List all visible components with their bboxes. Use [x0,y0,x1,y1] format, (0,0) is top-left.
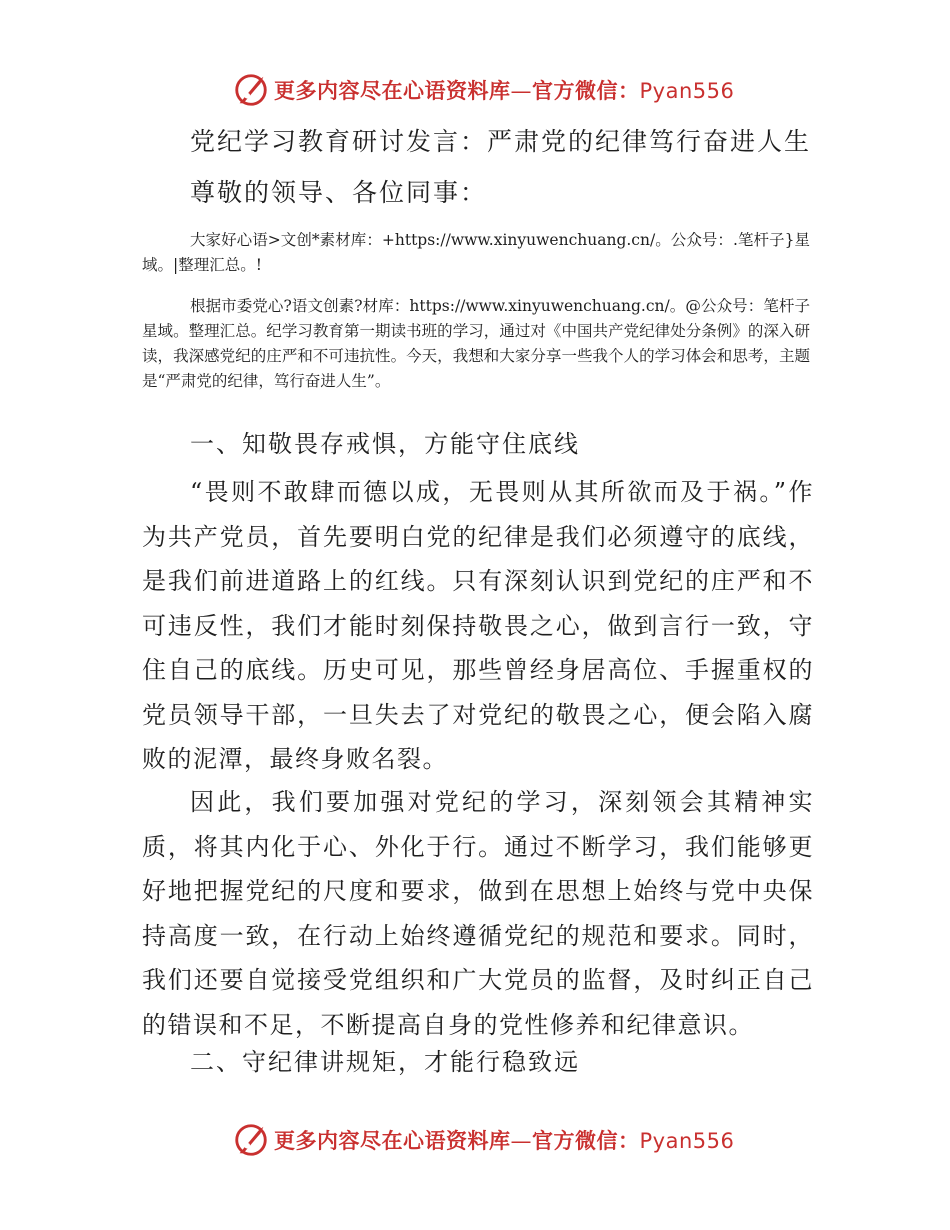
banner-contact: 官方微信： [532,1129,640,1153]
note-paragraph: 大家好心语>文创*素材库：+https://www.xinyuwenchuang.cn/。公众号：.笔杆子}星域。|整理汇总。! [142,231,810,274]
intro-paragraph: 根据市委党心?语文创素?材库：https://www.xinyuwenchuang.cn/。@公众号：笔杆子星域。整理汇总。纪学习教育第一期读书班的学习，通过对《中国共产党纪律处分条例》的深入研读，我深感党纪的庄严和不可违抗性。今天，我想和大家分享一些我个人的学习体会和思考，主题是“严肃党的纪律，笃行奋进人生”。 [142,297,810,390]
banner-contact: 官方微信： [532,79,640,103]
banner-main: 更多内容尽在心语资料库 [274,1129,511,1153]
section1-paragraph-2: 因此，我们要加强对党纪的学习，深刻领会其精神实质，将其内化于心、外化于行。通过不断学习，我们能够更好地把握党纪的尺度和要求，做到在思想上始终与党中央保持高度一致，在行动上始终遵循党纪的规范和要求。同时，我们还要自觉接受党组织和广大党员的监督，及时纠正自己的错误和不足，不断提高自身的党性修养和纪律意识。 [142,788,814,1039]
greeting: 尊敬的领导、各位同事： [190,178,488,207]
quill-logo-icon [232,71,270,109]
banner-id: Pyan556 [639,1129,735,1153]
banner-text [274,75,734,105]
banner-text [274,1125,734,1155]
banner-dash: — [510,79,532,103]
section1-heading: 一、知敬畏存戒惧，方能守住底线 [190,430,580,458]
quill-logo-icon [232,1121,270,1159]
footer-banner [232,1120,735,1160]
section2-heading: 二、守纪律讲规矩，才能行稳致远 [190,1048,580,1076]
section1-paragraph-1: “畏则不敢肆而德以成，无畏则从其所欲而及于祸。”作为共产党员，首先要明白党的纪律是我们必须遵守的底线，是我们前进道路上的红线。只有深刻认识到党纪的庄严和不可违反性，我们才能时刻保持敬畏之心，做到言行一致，守住自己的底线。历史可见，那些曾经身居高位、手握重权的党员领导干部，一旦失去了对党纪的敬畏之心，便会陷入腐败的泥潭，最终身败名裂。 [142,478,814,773]
header-banner [232,70,735,110]
banner-dash: — [510,1129,532,1153]
banner-main: 更多内容尽在心语资料库 [274,79,511,103]
banner-id: Pyan556 [639,79,735,103]
document-title: 党纪学习教育研讨发言：严肃党的纪律笃行奋进人生 [190,127,812,156]
